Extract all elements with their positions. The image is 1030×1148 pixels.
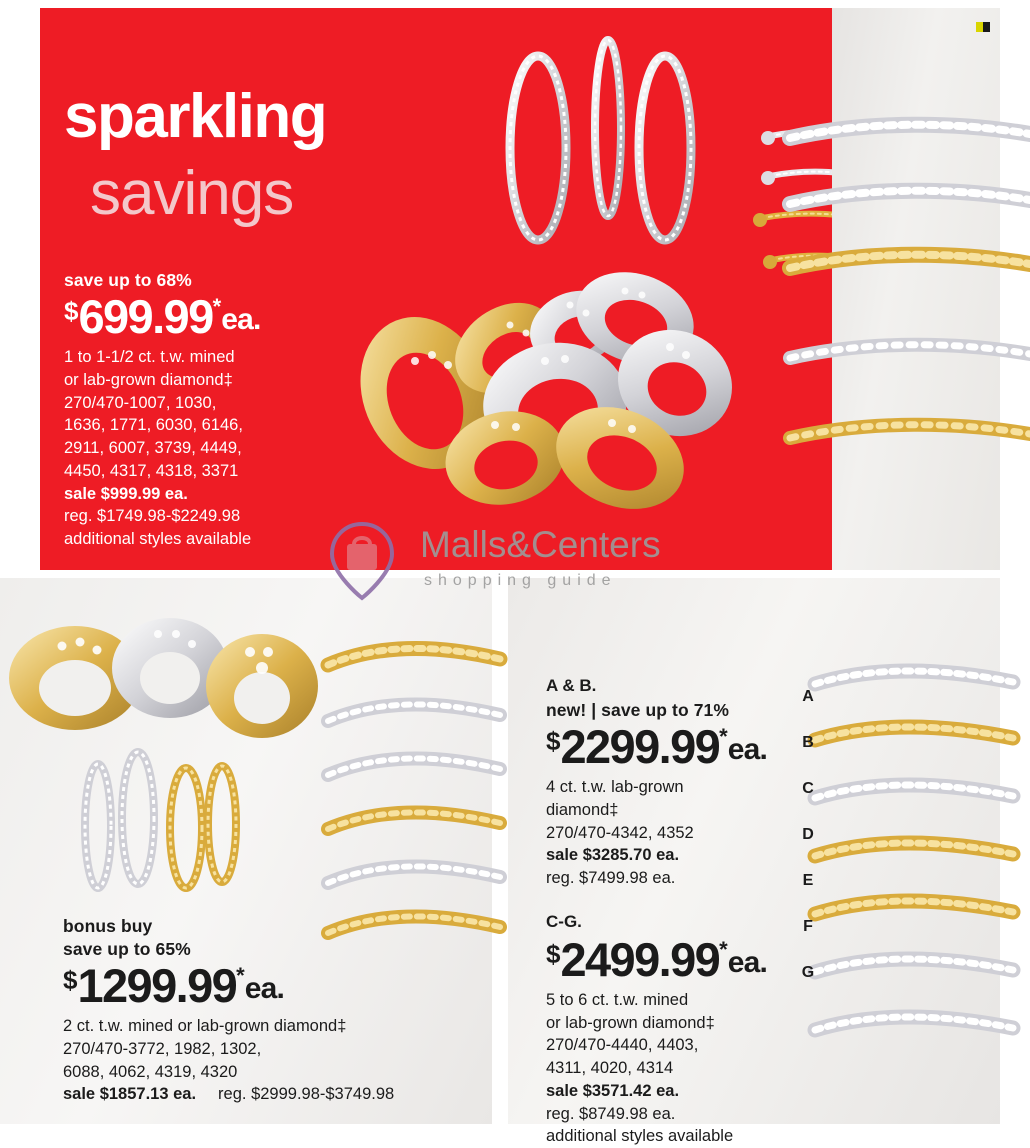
letter-callout-c: C xyxy=(802,780,814,797)
br-ab-asterisk: * xyxy=(719,724,728,749)
top-price-row xyxy=(64,290,384,343)
watermark-subtitle: shopping guide xyxy=(424,572,617,589)
br-ab-unit: ea. xyxy=(727,733,768,766)
top-desc-line-3: 1636, 1771, 6030, 6146, xyxy=(64,416,243,435)
bl-asterisk: * xyxy=(236,963,245,988)
br-cg-asterisk: * xyxy=(719,936,728,962)
br-cg-additional-line: additional styles available xyxy=(546,1127,734,1146)
br-ab-price: 2299.99 xyxy=(560,720,720,773)
top-sale-line: sale $999.99 ea. xyxy=(64,484,188,503)
headline-line2: savings xyxy=(90,159,294,228)
bottom-left-offer-copy xyxy=(63,916,483,1106)
letter-callout-b: B xyxy=(802,734,814,751)
br-cg-desc-line-1: or lab-grown diamond‡ xyxy=(546,1013,715,1032)
letter-callout-a: A xyxy=(802,688,814,705)
top-dollar-sign: $ xyxy=(64,296,79,326)
top-save-text: save up to 68% xyxy=(64,270,192,290)
br-cg-dollar-sign: $ xyxy=(546,938,561,969)
br-cg-price: 2499.99 xyxy=(560,932,720,986)
br-cg-group-label: C-G. xyxy=(546,911,582,931)
letter-callout-d: D xyxy=(802,826,814,843)
br-bracelets-art xyxy=(813,662,1013,1082)
letter-callout-e: E xyxy=(802,872,814,889)
letter-callout-g: G xyxy=(801,964,815,981)
watermark-title: Malls&Centers xyxy=(420,524,661,565)
br-ab-group-label: A & B. xyxy=(546,676,597,695)
bl-hoop-earrings-art xyxy=(60,748,260,898)
bl-desc-line-2: 6088, 4062, 4319, 4320 xyxy=(63,1062,238,1081)
hoop-earrings-art xyxy=(480,18,710,268)
top-desc-line-2: 270/470-1007, 1030, xyxy=(64,393,217,412)
bl-desc-line-0: 2 ct. t.w. mined or lab-grown diamond‡ xyxy=(63,1017,347,1035)
bl-price-row xyxy=(63,959,483,1012)
top-right-bracelet-photo xyxy=(832,8,1000,570)
tennis-bracelets-art xyxy=(790,108,1030,528)
print-registration-mark xyxy=(976,22,990,32)
bl-rings-art xyxy=(0,598,340,768)
br-ab-reg-line: reg. $7499.98 ea. xyxy=(546,869,676,888)
br-cg-desc-line-3: 4311, 4020, 4314 xyxy=(546,1059,674,1078)
bl-price: 1299.99 xyxy=(77,959,237,1012)
br-ab-dollar-sign: $ xyxy=(546,726,561,756)
top-asterisk: * xyxy=(212,294,222,319)
bl-sale-line: sale $1857.13 ea. xyxy=(63,1085,197,1104)
top-unit: ea. xyxy=(221,303,261,336)
top-additional-line: additional styles available xyxy=(64,530,252,549)
top-price: 699.99 xyxy=(78,290,213,343)
br-ab-desc-line-1: diamond‡ xyxy=(546,800,619,819)
br-ab-desc-line-2: 270/470-4342, 4352 xyxy=(546,823,694,842)
bl-bonus-line: bonus buy xyxy=(63,916,153,936)
br-cg-price-row xyxy=(546,932,806,986)
br-cg-desc-line-2: 270/470-4440, 4403, xyxy=(546,1036,699,1055)
letter-callout-f: F xyxy=(803,918,813,935)
bottom-right-offer-copy xyxy=(546,676,806,1148)
top-desc-line-1: or lab-grown diamond‡ xyxy=(64,370,233,389)
br-ab-desc-line-0: 4 ct. t.w. lab-grown xyxy=(546,778,684,796)
bottom-left-promo-panel xyxy=(0,578,492,1124)
br-cg-unit: ea. xyxy=(727,945,768,979)
br-cg-sale-line: sale $3571.42 ea. xyxy=(546,1081,680,1100)
bottom-right-promo-panel xyxy=(508,578,1000,1146)
top-desc-line-4: 2911, 6007, 3739, 4449, xyxy=(64,439,242,458)
br-cg-desc-line-0: 5 to 6 ct. t.w. mined xyxy=(546,990,689,1009)
top-offer-copy xyxy=(64,270,384,551)
headline-line1: sparkling xyxy=(64,82,327,151)
ring-cluster-art xyxy=(320,243,760,543)
br-ab-save-text: new! | save up to 71% xyxy=(546,700,730,720)
bl-dollar-sign: $ xyxy=(63,965,78,995)
bl-sale-reg-row xyxy=(63,1083,483,1106)
bl-desc-line-1: 270/470-3772, 1982, 1302, xyxy=(63,1039,262,1058)
top-desc-line-5: 4450, 4317, 4318, 3371 xyxy=(64,461,239,480)
top-desc-line-0: 1 to 1-1/2 ct. t.w. mined xyxy=(64,348,235,366)
br-ab-price-row xyxy=(546,720,806,773)
br-cg-reg-line: reg. $8749.98 ea. xyxy=(546,1104,676,1123)
bl-bracelets-art xyxy=(320,633,505,963)
bl-unit: ea. xyxy=(244,972,285,1005)
br-ab-sale-line: sale $3285.70 ea. xyxy=(546,846,680,865)
top-promo-panel xyxy=(40,8,832,570)
top-reg-line: reg. $1749.98-$2249.98 xyxy=(64,507,241,526)
bl-save-text: save up to 65% xyxy=(63,939,191,959)
bl-reg-line: reg. $2999.98-$3749.98 xyxy=(218,1085,395,1104)
